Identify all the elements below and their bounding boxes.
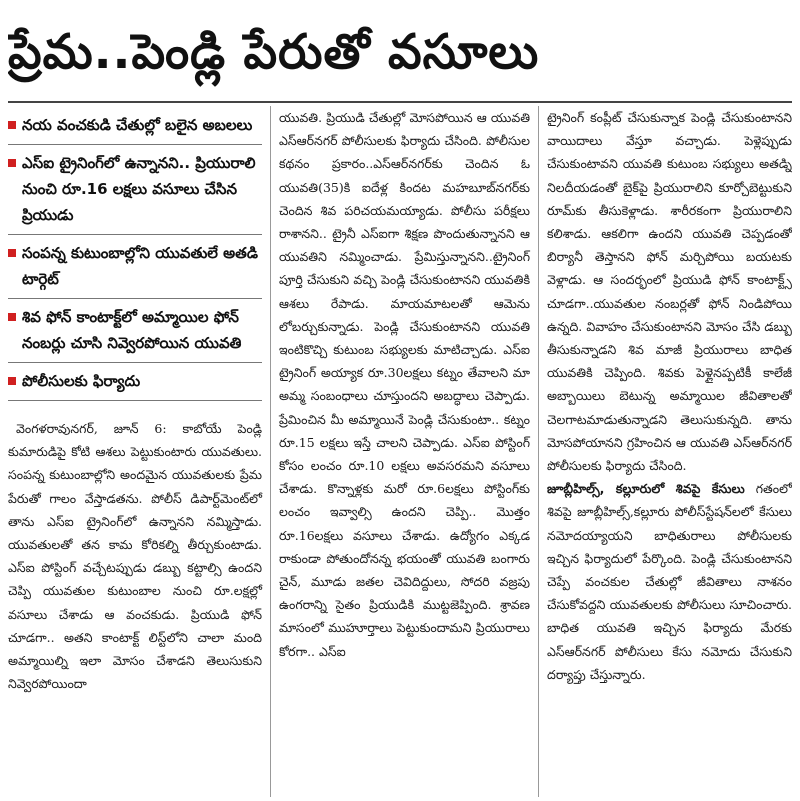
article-columns (8, 106, 792, 797)
subsection-heading: జూబ్లీహిల్స్, కల్లూరులో శివపై కేసులు (547, 481, 745, 497)
highlight-item (8, 145, 262, 235)
red-square-bullet-icon (8, 377, 16, 385)
article-body-col2: యువతి. ప్రియుడి చేతుల్లో మోసపోయిన ఆ యువతి ఎస్ఆర్‌నగర్ పోలీసులకు ఫిర్యాదు చేసింది. పోలీసుల కథనం ప్రకారం..ఎస్ఆర్‌నగర్‌కు చెందిన ఓ యువతి(35)కి ఐదేళ్ల కిందట మహబూబ్‌నగర్‌కు చెందిన శివ పరిచయమయ్యాడు. పోలీసు పరీక్షలు రాశానని.. ట్రైనీ ఎస్ఐగా శిక్షణ పొందుతున్నానని ఆ యువతిని నమ్మించాడు. ప్రేమిస్తున్నానని..ట్రైనింగ్ పూర్తి చేసుకుని వచ్చి పెండ్లి చేసుకుంటానని యువతికి ఆశలు రేపాడు. మాయమాటలతో ఆమెను లోబర్చుకున్నాడు. పెండ్లి చేసుకుంటానని యువతి ఇంటికొచ్చి కుటుంబ సభ్యులకు మాటిచ్చాడు. ఎస్ఐ ట్రైనింగ్ అయ్యాక రూ.30లక్షలు కట్నం తేవాలని మా అమ్మ సంబంధాలు చూస్తుందని అబద్ధాలు చెప్పాడు. ప్రేమించిన మీ అమ్మాయినే పెండ్లి చేసుకుంటా.. కట్నం రూ.15 లక్షలు ఇస్తే చాలని చెప్పాడు. ఎస్ఐ పోస్టింగ్ కోసం లంచం రూ.10 లక్షలు అవసరమని వసూలు చేశాడు. కొన్నాళ్లకు మరో రూ.6లక్షలు పోస్టింగ్‌కు లంచం ఇవ్వాల్సి ఉందని చెప్పి.. మొత్తం రూ.16లక్షలు వసూలు చేశాడు. ఉద్యోగం ఎక్కడ రాకుండా పోతుందోనన్న భయంతో యువతి బంగారు చైన్, మూడు జతల చెవిదిద్దులు, సోదరి వజ్రపు ఉంగరాన్ని సైతం ప్రియుడికి ముట్టజెప్పింది. శ్రావణ మాసంలో ముహూర్తాలు పెట్టుకుందామని ప్రియురాలు కోరగా.. ఎస్ఐ (279, 110, 530, 659)
highlight-text: శివ ఫోన్ కాంటాక్ట్‌లో అమ్మాయిల ఫోన్ నంబర్లు చూసి నివ్వెరపోయిన యువతి (22, 308, 242, 352)
article-headline: ప్రేమ..పెండ్లి పేరుతో వసూలు (8, 24, 540, 80)
subsection-body: గతంలో శివపై జూబ్లీహిల్స్,కల్లూరు పోలీస్‌స్టేషన్‌లలో కేసులు నమోదయ్యాయని బాధితురాలు పోలీసులకు ఇచ్చిన ఫిర్యాదులో పేర్కొంది. పెండ్లి చేసుకుంటానని చెప్పే వంచకుల చేతుల్లో జీవితాలు నాశనం చేసుకోవద్దని యువతులకు పోలీసులు సూచించారు. బాధిత యువతి ఇచ్చిన ఫిర్యాదు మేరకు ఎస్ఆర్‌నగర్ పోలీసులు కేసు నమోదు చేసుకుని దర్యాప్తు చేస్తున్నారు. (547, 481, 792, 682)
highlight-item (8, 299, 262, 363)
red-square-bullet-icon (8, 159, 16, 167)
highlights-box (8, 106, 262, 401)
column-1 (8, 106, 270, 797)
red-square-bullet-icon (8, 121, 16, 129)
subsection (547, 477, 792, 686)
red-square-bullet-icon (8, 249, 16, 257)
article-body-col1: వెంగళరావునగర్, జూన్ 6: కాబోయే పెండ్లి కుమారుడిపై కోటి ఆశలు పెట్టుకుంటారు యువతులు. సంపన్న కుటుంబాల్లోని అందమైన యువతులకు ప్రేమ పేరుతో గాలం వేస్తాడతను. పోలీస్ డిపార్ట్‌మెంట్‌లో తాను ఎస్ఐ ట్రైనింగ్‌లో ఉన్నానని నమ్మిస్తాడు. యువతులతో తన కామ కోరికల్ని తీర్చుకుంటాడు. ఎస్ఐ పోస్టింగ్ వచ్చేటప్పుడు డబ్బు కట్టాల్సి ఉందని చెప్పి యువతుల కుటుంబాల నుంచి రూ.లక్షల్లో వసూలు చేశాడు ఆ వంచకుడు. ప్రియుడి ఫోన్ చూడగా.. అతని కాంటాక్ట్ లిస్ట్‌లోని చాలా మంది అమ్మాయిల్ని ఇలా మోసం చేశాడని తెలుసుకుని నివ్వెరపోయిందా (8, 421, 262, 692)
highlight-text: ఎస్ఐ ట్రైనింగ్‌లో ఉన్నానని.. ప్రియురాలి నుంచి రూ.16 లక్షలు వసూలు చేసిన ప్రియుడు (22, 154, 256, 224)
article-body-col3: ట్రైనింగ్ కంప్లీట్ చేసుకున్నాక పెండ్లి చేసుకుంటానని వాయిదాలు వేస్తూ వచ్చాడు. పెళ్లెప్పుడు చేసుకుంటావని యువతి కుటుంబ సభ్యులు అతడ్ని నిలదీయడంతో బైక్‌పై ప్రియురాలిని కూర్చోబెట్టుకుని రూమ్‌కు తీసుకెళ్లాడు. శారీరకంగా ప్రియురాలిని కలిశాడు. ఆకలిగా ఉందని యువతి చెప్పడంతో బిర్యానీ తెస్తానని ఫోన్ మర్చిపోయి బయటకు వెళ్లాడు. ఆ సందర్భంలో ప్రియుడి ఫోన్ కాంటాక్ట్స్ చూడగా..యువతుల నంబర్లతో ఫోన్ నిండిపోయి ఉన్నది. వివాహం చేసుకుంటానని మోసం చేసి డబ్బు తీసుకున్నాడని శివ మాజీ ప్రియురాలు బాధిత యువతికి చెప్పింది. శివకు పెళ్లైనప్పటికీ కాలేజీ అబ్బాయిలు బెటున్న అమ్మాయిల జీవితాలతో చెలగాటమాడుతున్నాడని తెలుసుకున్నది. తాను మోసపోయానని గ్రహించిన ఆ యువతి ఎస్ఆర్‌నగర్ పోలీసులకు ఫిర్యాదు చేసింది. (547, 110, 792, 474)
highlight-item (8, 235, 262, 299)
highlight-text: నయ వంచకుడి చేతుల్లో బలైన అబలలు (22, 116, 253, 134)
highlight-text: పోలీసులకు ఫిర్యాదు (22, 372, 141, 390)
highlight-item (8, 363, 262, 401)
column-2 (270, 106, 538, 797)
column-3 (538, 106, 792, 797)
highlight-item (8, 112, 262, 145)
highlight-text: సంపన్న కుటుంబాల్లోని యువతులే అతడి టార్గెట్ (22, 244, 258, 288)
red-square-bullet-icon (8, 313, 16, 321)
headline-rule (8, 101, 792, 103)
